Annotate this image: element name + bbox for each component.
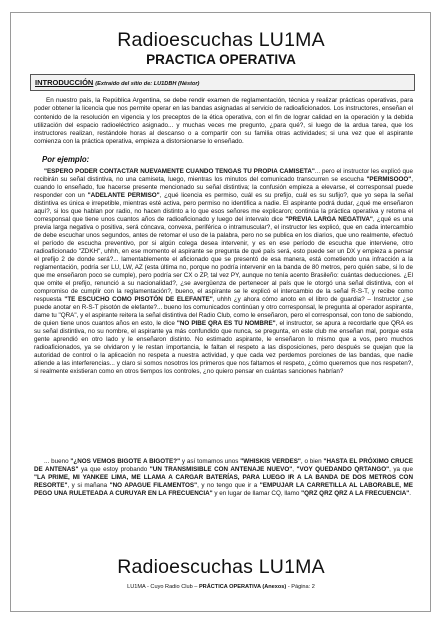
text-span: ... pero el instructor les explicó que recibirán su señal distintiva, no una camiseta, luego, mientras los minutos del comunicado transcurren se escucha — [34, 168, 413, 184]
text-span: , ya que — [389, 466, 414, 474]
quote-whiskis: "WHISKIS VERDES" — [240, 458, 301, 465]
text-span: . — [409, 490, 412, 498]
quote-adelante: "ADELANTE PERMISO" — [87, 192, 160, 200]
intro-label: INTRODUCCIÓN — [35, 78, 94, 87]
text-span: ... bueno — [44, 458, 71, 465]
quote-prime: "LA PRIME, MI YANKEE LIMA, ME LLAMA A CARGAR BATERÍAS, PARA LUEGO IR A LA BANDA DE DOS METROS CON RESORTE" — [34, 474, 413, 490]
quote-transmisible: "UN TRANSMISIBLE CON ANTENAJE NUEVO" — [149, 466, 293, 474]
text-span: , uhhh ¿y ahora cómo anoto en el libro de guardia? – Instructor ¿se puede anotar en R-S-T pisotón de elefante?... bueno los comunicados continúan y otro corresponsal, le pregunta al operador aspirante, dame tu "QRA", y el aspirante reitera la señal distintiva del Radio Club, como le enseñaron, pero el corresponsal, con tono de sabiondo, de quien tiene unos cuantos años en esto, le dice — [34, 296, 414, 328]
text-span: , — [292, 466, 297, 474]
quote-voy: "VOY QUEDANDO QRTANGO" — [296, 466, 390, 474]
example-paragraph-2 — [34, 458, 413, 498]
quote-previa: "PREVIA LARGA NEGATIVA" — [285, 216, 373, 224]
text-span: , el instructor, se apura a recordarle que QRA es su señal distintiva, no su nombre, el aspirante ya más confundido que nunca, se pregunta, en este club me enseñan mal, porque esta gente aprendió en otro lado y le enseñaron distinto. No estimado aspirante, le enseñaron lo mismo que a vos, pero muchos radioaficionados, ya se olvidaron y le restan importancia, le faltan el respeto a las disposiciones, pero después se quejan que la autoridad de control o la aplicación no respeta a nuestra actividad, y que cada vez perdemos porciones de las bandas, que nadie atiende a las interferencias... y claro si somos nosotros los primeros que nos faltamos el respeto, ¿cómo queremos que nos respeten?, si realmente existieran como en otros tiempos los controles, ¿no quiero pensar en cuántas sanciones habrían? — [34, 320, 413, 376]
footer-page-number: - Página: 2 — [286, 584, 315, 590]
text-span: , cuando lo enseñado, fue hacerse presente mencionado su señal distintiva; la confusión empieza a elevarse, el corresponsal puede responder con un — [34, 176, 413, 200]
text-span: , y si mañana — [67, 482, 110, 490]
quote-apague: "NO APAGUE FILAMENTOS" — [109, 482, 198, 490]
intro-source: (Extraído del sitio de: LU1DBH (Néstor) — [95, 81, 200, 87]
document-title: Radioescuchas LU1MA — [117, 29, 325, 51]
quote-bigote: "¿NOS VEMOS BIGOTE A BIGOTE?" — [70, 458, 181, 465]
quote-qrz: "QRZ QRZ QRZ A LA FRECUENCIA" — [301, 490, 410, 498]
footer-title: Radioescuchas LU1MA — [117, 556, 325, 578]
document-subtitle: PRACTICA OPERATIVA — [146, 52, 296, 67]
text-span: , o bien — [300, 458, 324, 465]
quote-carretilla: "EMPUJAR LA CARRETILLA AL LABORABLE, ME PEGO UNA RULETEADA A CURUYAR EN LA FRECUENCIA" — [34, 482, 413, 498]
text-span: y en lugar de llamar CQ, llamo — [212, 490, 302, 498]
example-label: Por ejemplo: — [42, 155, 90, 164]
text-span: , ¿qué es una previa larga negativa o positiva, será cóncava, convexa, periférica o intramuscular?, el instructor les explicó, que en cada intercambio de debe escuchar unos segundos, antes de retomar el uso de la palabra, pero no se publica en los diarios, que uno realmente, efectuó el período de escucha preventivo, por si algún colega desea intervenir, y es en ese período de escucha que interviene, otro radioaficionado "ZDKH", uhhh, en ese momento el aspirante se pregunta de qué país será, esto puede ser un DX y empieza a pensar el prefijo 2 de donde será?... lamentablemente el aficionado que se presentó de esa manera, está cometiendo una infracción a la reglamentación, podría ser LU, LW, AZ (esta última no, porque no podría intervenir en la banda de 80 metros, pero quién sabe, si lo de que me enseñaron poco se cumple), pero podría ser CX o ZP, tal vez PY, aunque no tenía acento Brasileño: cuántas deducciones. ¿El que omite el prefijo, renunció a su nacionalidad?, ¿se avergüenza de pertenecer al país que le otorgó una señal distintiva, con el compromiso de cumplir con la reglamentación?, bueno, el aspirante se le explicó el intercambio de la señal R-S-T, y recibe como respuesta — [34, 216, 413, 304]
footer-section: PRÁCTICA OPERATIVA (Anexos) — [198, 584, 287, 590]
quote-permiso: "PERMISOOO" — [366, 176, 412, 184]
intro-paragraph: En nuestro país, la República Argentina, se debe rendir examen de reglamentación, técnica y realizar prácticas operativas, para poder obtener la licencia que nos permite operar en las bandas asignadas al servicio de radioaficionados. Los instructores, enseñan el contenido de la resolución en vigencia y los preceptos de la ética operativa, con el fin de lograr calidad en la operación y la debida utilización del espacio radioeléctrico asignado... y muchas veces me pregunto, ¿para qué?, si luego de la ardua tarea, que los instructores realizan, restándole horas al descanso o a compartir con su familia otras actividades; si una vez que el aspirante comienza con la práctica operativa, empieza a distorsionarse lo enseñado. — [34, 97, 413, 146]
text-span: , y no tengo que ir a — [197, 482, 260, 490]
footer-info — [0, 584, 442, 590]
text-span: y así tomamos unos — [180, 458, 241, 465]
quote-nopibe: "NO PIBE QRA ES TU NOMBRE" — [176, 320, 276, 328]
text-span: ya que estoy probando — [78, 466, 150, 474]
example-paragraph-1 — [34, 168, 413, 376]
intro-heading-box — [30, 74, 415, 91]
quote-camiseta: "ESPERO PODER CONTACTAR NUEVAMENTE CUANDO TENGAS TU PROPIA CAMISETA" — [44, 168, 315, 175]
footer-prefix: LU1MA - Cuyo Radio Club – — [127, 584, 199, 590]
quote-hasta: "HASTA EL PRÓXIMO CRUCE DE ANTENAS" — [34, 458, 413, 474]
text-span: , ¿qué licencia es permiso, cuál es su prefijo, cuál es su sufijo?, que yo sepa la señal distintiva es única e irrepetible, mientras esté activa, pero permiso no identifica a nadie. El aspirante podrá dudar, ¿qué me enseñaron aquí?, si los que hablan por radio, no hacen distinto a lo que esos señores me explicaron; continúa la práctica operativa y retoma el corresponsal que tiene unos cuantos años de radioaficionado y luego del intervalo dice — [34, 192, 413, 224]
quote-pisoton: "TE ESCUCHO COMO PISOTÓN DE ELEFANTE" — [64, 296, 213, 304]
